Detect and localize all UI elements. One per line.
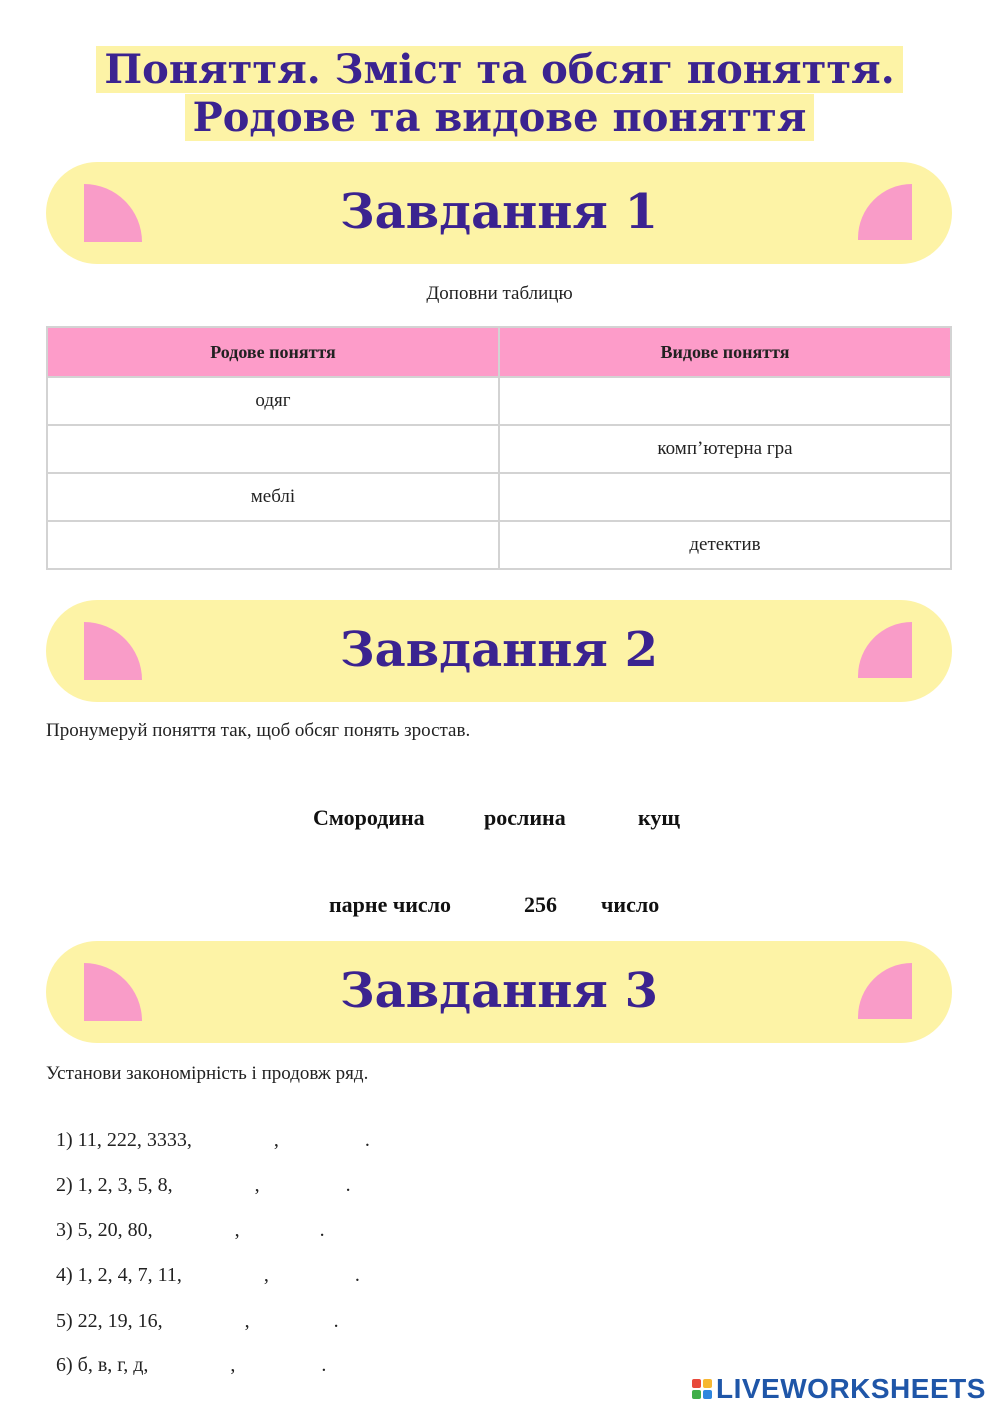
table-cell-input[interactable] (499, 377, 951, 425)
concept-word[interactable]: парне число (329, 892, 452, 917)
table-cell: меблі (47, 473, 499, 521)
table-header-row (47, 327, 951, 377)
logo-blocks-icon (692, 1379, 712, 1399)
concept-word[interactable]: число (601, 892, 660, 917)
concept-word[interactable]: 256 (524, 892, 557, 917)
table-cell: детектив (499, 521, 951, 569)
task3-banner (46, 941, 952, 1043)
task1-banner (46, 162, 952, 264)
logo-text: LIVEWORKSHEETS (716, 1373, 986, 1404)
table-row (47, 425, 951, 473)
table-cell-input[interactable] (499, 473, 951, 521)
task3-instruction: Установи закономірність і продовж ряд. (46, 1063, 369, 1084)
sequence-item: 1) 11, 222, 3333, , . (56, 1129, 370, 1151)
sequence-item: 3) 5, 20, 80, , . (56, 1219, 325, 1241)
table-row (47, 377, 951, 425)
task1-instruction: Доповни таблицю (426, 283, 573, 304)
sequence-item: 5) 22, 19, 16, , . (56, 1310, 339, 1332)
header-species: Видове поняття (499, 327, 951, 377)
table-row (47, 473, 951, 521)
sequence-item: 4) 1, 2, 4, 7, 11, , . (56, 1264, 360, 1286)
concepts-table (46, 326, 952, 570)
page-title-text-1: Поняття. Зміст та обсяг поняття. (96, 46, 902, 93)
task2-instruction: Пронумеруй поняття так, щоб обсяг понять зростав. (46, 720, 471, 741)
sequence-item: 2) 1, 2, 3, 5, 8, , . (56, 1174, 351, 1196)
table-cell: одяг (47, 377, 499, 425)
sequence-text: 1) 11, 222, 3333, (56, 1129, 192, 1151)
header-genus: Родове поняття (47, 327, 499, 377)
table-cell-input[interactable] (47, 425, 499, 473)
sequence-item: 6) б, в, г, д, , . (56, 1354, 327, 1376)
sequence-text: 5) 22, 19, 16, (56, 1310, 163, 1332)
task3-heading: Завдання 3 (340, 963, 658, 1019)
concept-word[interactable]: рослина (484, 805, 566, 830)
task2-banner (46, 600, 952, 702)
table-row (47, 521, 951, 569)
sequence-text: 3) 5, 20, 80, (56, 1219, 153, 1241)
sequence-text: 2) 1, 2, 3, 5, 8, (56, 1174, 173, 1196)
task1-heading: Завдання 1 (340, 184, 658, 240)
liveworksheets-logo (692, 1373, 986, 1405)
page-title-line-2 (0, 94, 999, 142)
table-cell-input[interactable] (47, 521, 499, 569)
page-title-text-2: Родове та видове поняття (185, 94, 815, 141)
concept-word[interactable]: кущ (638, 805, 680, 830)
sequence-text: 4) 1, 2, 4, 7, 11, (56, 1264, 182, 1286)
task2-heading: Завдання 2 (340, 622, 658, 678)
table-cell: комп’ютерна гра (499, 425, 951, 473)
page-title-line-1 (0, 46, 999, 94)
sequence-text: 6) б, в, г, д, (56, 1354, 149, 1376)
concept-word[interactable]: Смородина (313, 805, 425, 830)
